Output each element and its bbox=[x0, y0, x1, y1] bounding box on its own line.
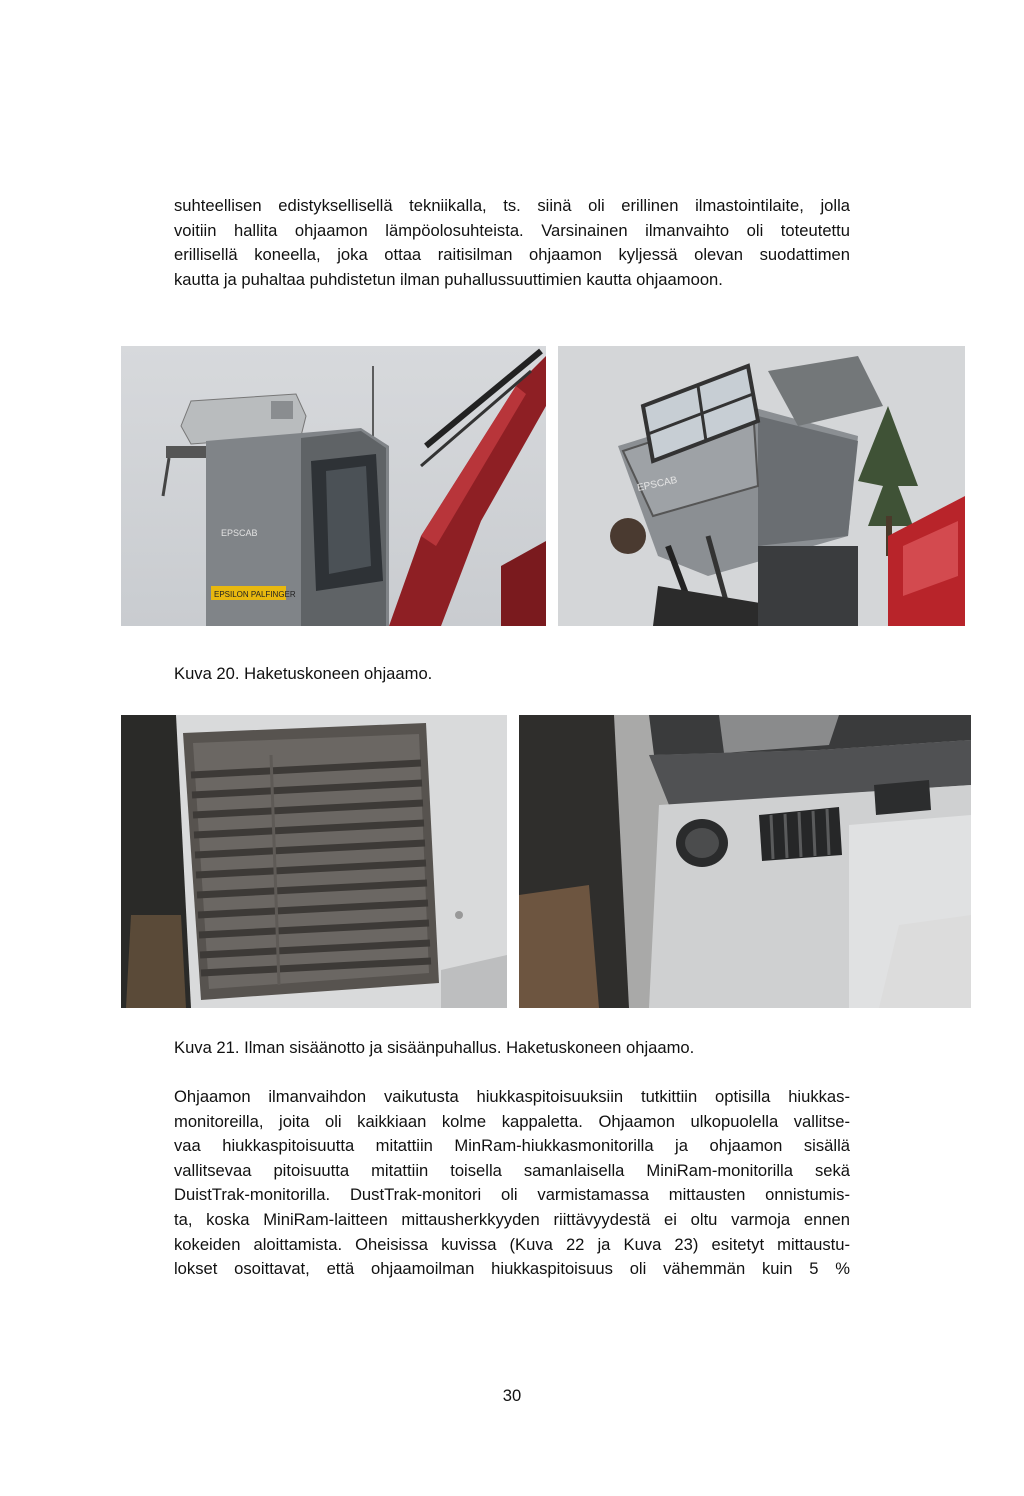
page-number: 30 bbox=[502, 1386, 522, 1405]
figure-caption: Kuva 20. Haketuskoneen ohjaamo. bbox=[174, 664, 433, 683]
paragraph-line: erillisellä koneella, joka ottaa raitisilman ohjaamon kyljessä olevan suodattimen bbox=[174, 245, 850, 265]
paragraph-line: kokeiden aloittamista. Oheisissa kuvissa (Kuva 22 ja Kuva 23) esitetyt mittaustu- bbox=[174, 1234, 850, 1254]
paragraph-line: vaa hiukkaspitoisuutta mitattiin MinRam-hiukkasmonitorilla ja ohjaamon sisällä bbox=[174, 1136, 850, 1156]
paragraph-line: vallitsevaa pitoisuutta mitattiin toisella samanlaisella MiniRam-monitorilla sekä bbox=[174, 1160, 850, 1180]
paragraph-line: voitiin hallita ohjaamon lämpöolosuhteista. Varsinainen ilmanvaihto oli toteutettu bbox=[174, 220, 850, 240]
cab-sticker-label: EPSILON PALFINGER bbox=[214, 590, 296, 599]
photo-air-intake-grille bbox=[121, 715, 507, 1008]
body-paragraph-2 bbox=[174, 1085, 850, 1282]
cab-brand-label: EPSCAB bbox=[636, 474, 679, 494]
photo-interior-air-vents bbox=[519, 715, 971, 1008]
figure-caption: Kuva 21. Ilman sisäänotto ja sisäänpuhallus. Haketuskoneen ohjaamo. bbox=[174, 1038, 695, 1057]
photo-cab-with-crane bbox=[121, 346, 546, 626]
paragraph-line: kautta ja puhaltaa puhdistetun ilman puhallussuuttimien kautta ohjaamoon. bbox=[174, 269, 723, 289]
cab-brand-label: EPSCAB bbox=[221, 528, 258, 538]
paragraph-line: Ohjaamon ilmanvaihdon vaikutusta hiukkaspitoisuuksiin tutkittiin optisilla hiukkas- bbox=[174, 1087, 850, 1106]
body-paragraph-1 bbox=[174, 194, 850, 292]
paragraph-line: monitoreilla, joita oli kaikkiaan kolme kappaletta. Ohjaamon ulkopuolella vallitse- bbox=[174, 1111, 850, 1131]
photo-tilted-cab bbox=[558, 346, 965, 626]
paragraph-line: DuistTrak-monitorilla. DustTrak-monitori oli varmistamassa mittausten onnistumis- bbox=[174, 1185, 850, 1205]
paragraph-line: ta, koska MiniRam-laitteen mittausherkkyyden riittävyydestä ei oltu varmoja ennen bbox=[174, 1209, 850, 1229]
paragraph-line: lokset osoittavat, että ohjaamoilman hiukkaspitoisuus oli vähemmän kuin 5 % bbox=[174, 1259, 850, 1279]
paragraph-line: suhteellisen edistyksellisellä tekniikalla, ts. siinä oli erillinen ilmastointilaite, jolla bbox=[174, 196, 850, 215]
